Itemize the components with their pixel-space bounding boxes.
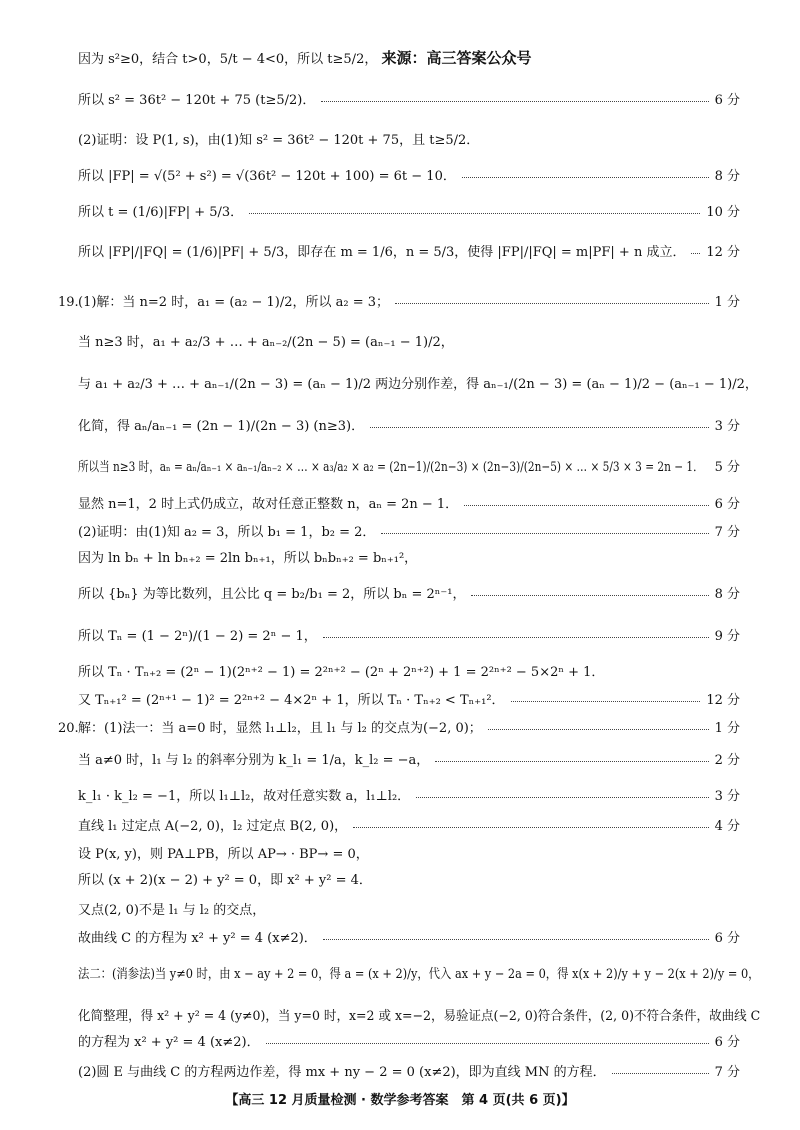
solution-line xyxy=(0,814,800,840)
dot-leader xyxy=(612,1073,709,1074)
solution-line xyxy=(0,164,800,190)
dot-leader xyxy=(464,505,709,506)
solution-line xyxy=(0,330,800,356)
solution-text: 显然 n=1，2 时上式仍成立，故对任意正整数 n，aₙ = 2n − 1． xyxy=(78,497,459,512)
solution-line xyxy=(0,748,800,774)
solution-text: 所以 t = (1/6)|FP| + 5/3． xyxy=(78,205,244,220)
dot-leader xyxy=(471,595,709,596)
score-mark: 5 分 xyxy=(714,460,740,475)
solution-line xyxy=(0,1004,800,1030)
solution-line xyxy=(0,926,800,952)
solution-text: 又 Tₙ₊₁² = (2ⁿ⁺¹ − 1)² = 2²ⁿ⁺² − 4×2ⁿ + 1，所以 Tₙ · Tₙ₊₂ < Tₙ₊₁²． xyxy=(78,693,505,708)
solution-text: 解：(1)法一：当 a=0 时，显然 l₁⊥l₂，且 l₁ 与 l₂ 的交点为(−2, 0)； xyxy=(78,721,482,736)
score-mark: 1 分 xyxy=(714,721,740,736)
solution-line xyxy=(0,290,800,316)
score-mark: 8 分 xyxy=(714,169,740,184)
solution-line xyxy=(0,660,800,686)
solution-line xyxy=(0,372,800,398)
solution-line xyxy=(0,842,800,868)
solution-line xyxy=(0,88,800,114)
dot-leader xyxy=(395,303,709,304)
dot-leader xyxy=(323,939,709,940)
dot-leader xyxy=(323,637,709,638)
score-mark: 6 分 xyxy=(714,497,740,512)
score-mark: 6 分 xyxy=(714,931,740,946)
score-mark: 12 分 xyxy=(706,245,740,260)
solution-line xyxy=(0,520,800,546)
solution-line xyxy=(0,455,800,481)
dot-leader xyxy=(435,761,709,762)
solution-line xyxy=(0,784,800,810)
solution-text: 直线 l₁ 过定点 A(−2, 0)，l₂ 过定点 B(2, 0)， xyxy=(78,819,348,834)
solution-line xyxy=(0,492,800,518)
solution-text: (1)解：当 n=2 时，a₁ = (a₂ − 1)/2，所以 a₂ = 3； xyxy=(78,295,390,310)
solution-line xyxy=(0,240,800,266)
solution-line xyxy=(0,624,800,650)
solution-text: (2)证明：设 P(1, s)，由(1)知 s² = 36t² − 120t + 75，且 t≥5/2． xyxy=(78,133,480,148)
solution-text: 因为 ln bₙ + ln bₙ₊₂ = 2ln bₙ₊₁，所以 bₙbₙ₊₂ = bₙ₊₁²， xyxy=(78,551,418,566)
score-mark: 9 分 xyxy=(714,629,740,644)
solution-text: 当 a≠0 时，l₁ 与 l₂ 的斜率分别为 k_l₁ = 1/a，k_l₂ = −a， xyxy=(78,753,430,768)
solution-line xyxy=(0,1030,800,1056)
solution-line xyxy=(0,128,800,154)
score-mark: 6 分 xyxy=(714,1035,740,1050)
solution-text: 所以 |FP|/|FQ| = (1/6)|PF| + 5/3，即存在 m = 1/6，n = 5/3，使得 |FP|/|FQ| = m|PF| + n 成立． xyxy=(78,245,686,260)
solution-text: 所以 (x + 2)(x − 2) + y² = 0，即 x² + y² = 4． xyxy=(78,873,372,888)
solution-text: 化简，得 aₙ/aₙ₋₁ = (2n − 1)/(2n − 3) (n≥3)． xyxy=(78,419,365,434)
score-mark: 8 分 xyxy=(714,587,740,602)
dot-leader xyxy=(488,729,709,730)
score-mark: 12 分 xyxy=(706,693,740,708)
solution-text: 因为 s²≥0，结合 t>0，5/t − 4<0，所以 t≥5/2， 来源：高三答案公众号 xyxy=(78,49,532,67)
question-number: 20. xyxy=(58,721,79,736)
solution-text: 所以 s² = 36t² − 120t + 75 (t≥5/2)． xyxy=(78,93,316,108)
solution-line xyxy=(0,962,800,988)
dot-leader xyxy=(249,213,700,214)
solution-text: (2)圆 E 与曲线 C 的方程两边作差，得 mx + ny − 2 = 0 (x≠2)，即为直线 MN 的方程． xyxy=(78,1065,606,1080)
solution-line xyxy=(0,1060,800,1086)
dot-leader xyxy=(381,533,709,534)
score-mark: 6 分 xyxy=(714,93,740,108)
score-mark: 1 分 xyxy=(714,295,740,310)
solution-line xyxy=(0,716,800,742)
score-mark: 3 分 xyxy=(714,789,740,804)
dot-leader xyxy=(353,827,709,828)
solution-line xyxy=(0,898,800,924)
solution-line xyxy=(0,414,800,440)
dot-leader xyxy=(321,101,709,102)
solution-text: 所以 Tₙ = (1 − 2ⁿ)/(1 − 2) = 2ⁿ − 1， xyxy=(78,629,317,644)
score-mark: 10 分 xyxy=(706,205,740,220)
solution-text: 化简整理，得 x² + y² = 4 (y≠0)，当 y=0 时，x=2 或 x=−2，易验证点(−2, 0)符合条件，(2, 0)不符合条件，故曲线 C xyxy=(78,1009,761,1024)
dot-leader xyxy=(370,427,709,428)
solution-line xyxy=(0,45,800,71)
solution-text: (2)证明：由(1)知 a₂ = 3，所以 b₁ = 1，b₂ = 2． xyxy=(78,525,376,540)
solution-text: 所以 {bₙ} 为等比数列，且公比 q = b₂/b₁ = 2，所以 bₙ = 2ⁿ⁻¹， xyxy=(78,587,466,602)
solution-text: 所以 Tₙ · Tₙ₊₂ = (2ⁿ − 1)(2ⁿ⁺² − 1) = 2²ⁿ⁺² − (2ⁿ + 2ⁿ⁺²) + 1 = 2²ⁿ⁺² − 5×2ⁿ + 1． xyxy=(78,665,605,680)
solution-line xyxy=(0,582,800,608)
dot-leader xyxy=(462,177,709,178)
source-note: 来源：高三答案公众号 xyxy=(381,49,532,67)
solution-line xyxy=(0,200,800,226)
solution-text: 所以 |FP| = √(5² + s²) = √(36t² − 120t + 100) = 6t − 10． xyxy=(78,169,456,184)
score-mark: 4 分 xyxy=(714,819,740,834)
solution-text: 故曲线 C 的方程为 x² + y² = 4 (x≠2)． xyxy=(78,931,317,946)
dot-leader xyxy=(416,797,709,798)
solution-line xyxy=(0,868,800,894)
score-mark: 7 分 xyxy=(714,1065,740,1080)
solution-text: 设 P(x, y)，则 PA⊥PB，所以 AP→ · BP→ = 0， xyxy=(78,847,369,862)
solution-text: 法二：(消参法)当 y≠0 时，由 x − ay + 2 = 0，得 a = (x + 2)/y，代入 ax + y − 2a = 0，得 x(x + 2)/y + y − 2(x + 2)/y = 0， xyxy=(78,967,760,982)
score-mark: 7 分 xyxy=(714,525,740,540)
dot-leader xyxy=(511,701,700,702)
score-mark: 2 分 xyxy=(714,753,740,768)
solution-text: 与 a₁ + a₂/3 + … + aₙ₋₁/(2n − 3) = (aₙ − 1)/2 两边分别作差，得 aₙ₋₁/(2n − 3) = (aₙ − 1)/2 − (aₙ₋₁ − 1)/2， xyxy=(78,377,758,392)
question-number: 19. xyxy=(58,295,79,310)
page-footer: 【高三 12 月质量检测 · 数学参考答案 第 4 页(共 6 页)】 xyxy=(225,1093,575,1108)
solution-text: 的方程为 x² + y² = 4 (x≠2)． xyxy=(78,1035,260,1050)
solution-line xyxy=(0,688,800,714)
solution-text: k_l₁ · k_l₂ = −1，所以 l₁⊥l₂，故对任意实数 a，l₁⊥l₂． xyxy=(78,789,411,804)
solution-text: 当 n≥3 时，a₁ + a₂/3 + … + aₙ₋₂/(2n − 5) = (aₙ₋₁ − 1)/2， xyxy=(78,335,454,350)
solution-line xyxy=(0,546,800,572)
score-mark: 3 分 xyxy=(714,419,740,434)
solution-text: 又点(2, 0)不是 l₁ 与 l₂ 的交点， xyxy=(78,903,266,918)
dot-leader xyxy=(691,253,700,254)
solution-text: 所以当 n≥3 时，aₙ = aₙ/aₙ₋₁ × aₙ₋₁/aₙ₋₂ × … × a₃/a₂ × a₂ = (2n−1)/(2n−3) × (2n−3)/(2n−5) × … × 5/3 × 3 = 2n − 1． xyxy=(78,460,704,475)
dot-leader xyxy=(266,1043,709,1044)
